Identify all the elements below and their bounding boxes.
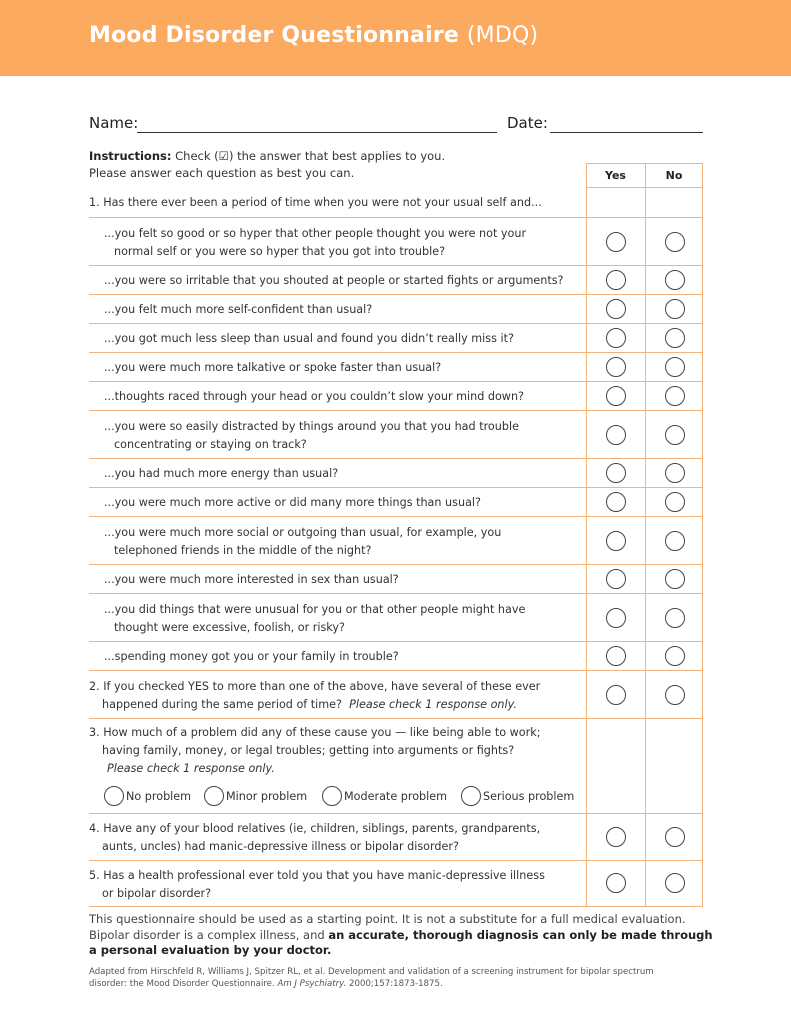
question-1h-row: [89, 459, 703, 488]
radio-icon[interactable]: [104, 786, 124, 806]
question-4-row: [89, 814, 703, 861]
yes-radio[interactable]: [606, 608, 626, 628]
question-1g-row: [89, 411, 703, 459]
question-text: ...you were much more social or outgoing than usual, for example, you: [104, 525, 502, 539]
question-1k-row: [89, 565, 703, 594]
no-radio[interactable]: [665, 492, 685, 512]
no-radio[interactable]: [665, 232, 685, 252]
question-text: ...you felt much more self-confident than usual?: [104, 303, 373, 316]
no-radio[interactable]: [665, 386, 685, 406]
no-radio[interactable]: [665, 463, 685, 483]
question-1f-row: [89, 382, 703, 411]
yes-radio[interactable]: [606, 232, 626, 252]
question-1a-row: [89, 218, 703, 266]
title-sub: (MDQ): [466, 23, 539, 48]
option-moderate-problem[interactable]: Moderate problem: [322, 786, 447, 806]
name-date-row: [89, 114, 703, 136]
yes-radio[interactable]: [606, 646, 626, 666]
yes-radio[interactable]: [606, 873, 626, 893]
question-1j-row: [89, 517, 703, 565]
citation-volume: 2000;157:1873-1875.: [346, 978, 443, 989]
name-field[interactable]: [137, 132, 497, 133]
question-4-text-line2: aunts, uncles) had manic-depressive illness or bipolar disorder?: [102, 840, 459, 853]
citation: [89, 967, 654, 990]
yes-column-header: Yes: [605, 169, 626, 182]
question-3-instruction: Please check 1 response only.: [107, 762, 275, 775]
no-radio[interactable]: [665, 873, 685, 893]
question-2-text: 2. If you checked YES to more than one of the above, have several of these ever: [89, 679, 541, 693]
yes-radio[interactable]: [606, 299, 626, 319]
question-1c-row: [89, 295, 703, 324]
yes-radio[interactable]: [606, 357, 626, 377]
no-radio[interactable]: [665, 827, 685, 847]
question-1m-row: [89, 642, 703, 671]
question-text: ...you were much more interested in sex than usual?: [104, 573, 399, 586]
no-radio[interactable]: [665, 685, 685, 705]
no-radio[interactable]: [665, 357, 685, 377]
question-text: concentrating or staying on track?: [114, 437, 307, 451]
question-1b-row: [89, 266, 703, 295]
instructions-line2: Please answer each question as best you can.: [89, 166, 355, 180]
radio-icon[interactable]: [204, 786, 224, 806]
yes-radio[interactable]: [606, 270, 626, 290]
radio-icon[interactable]: [322, 786, 342, 806]
no-radio[interactable]: [665, 569, 685, 589]
question-2-instruction: Please check 1 response only.: [349, 697, 517, 711]
question-5-text: 5. Has a health professional ever told you that you have manic-depressive illness: [89, 868, 545, 882]
instructions: [89, 148, 445, 182]
footer-note: [89, 912, 713, 959]
yes-radio[interactable]: [606, 531, 626, 551]
question-1l-row: [89, 594, 703, 642]
title-main: Mood Disorder Questionnaire: [89, 23, 460, 48]
question-3-options: [104, 786, 584, 806]
footer-line3-bold: a personal evaluation by your doctor.: [89, 943, 332, 957]
question-5-text-line2: or bipolar disorder?: [102, 886, 212, 900]
question-1i-row: [89, 488, 703, 517]
yes-radio[interactable]: [606, 386, 626, 406]
question-text: ...you were much more talkative or spoke faster than usual?: [104, 361, 442, 374]
citation-journal: Am J Psychiatry.: [277, 978, 347, 989]
yes-radio[interactable]: [606, 685, 626, 705]
date-label: Date:: [507, 114, 548, 132]
question-text: ...spending money got you or your family in trouble?: [104, 650, 399, 663]
question-1-row: [89, 187, 703, 218]
name-label: Name:: [89, 114, 139, 132]
question-1e-row: [89, 353, 703, 382]
footer-line1: This questionnaire should be used as a starting point. It is not a substitute for a full medical evaluation.: [89, 912, 686, 926]
header-banner: [0, 0, 791, 76]
no-radio[interactable]: [665, 270, 685, 290]
no-radio[interactable]: [665, 646, 685, 666]
question-text: ...you were so irritable that you shouted at people or started fights or arguments?: [104, 274, 564, 287]
yes-radio[interactable]: [606, 569, 626, 589]
question-3-text-line2: having family, money, or legal troubles; getting into arguments or fights?: [102, 744, 515, 757]
no-radio[interactable]: [665, 531, 685, 551]
yes-radio[interactable]: [606, 827, 626, 847]
question-2-row: [89, 671, 703, 719]
instructions-bold: Instructions:: [89, 149, 172, 163]
question-text: ...you felt so good or so hyper that other people thought you were not your: [104, 226, 527, 240]
question-text: normal self or you were so hyper that you got into trouble?: [114, 244, 446, 258]
yes-radio[interactable]: [606, 463, 626, 483]
question-3-text: 3. How much of a problem did any of these cause you — like being able to work;: [89, 726, 541, 739]
radio-icon[interactable]: [461, 786, 481, 806]
question-text: thought were excessive, foolish, or risky?: [114, 620, 345, 634]
no-radio[interactable]: [665, 299, 685, 319]
question-text: ...you got much less sleep than usual and found you didn’t really miss it?: [104, 332, 514, 345]
question-text: ...you had much more energy than usual?: [104, 467, 339, 480]
question-text: telephoned friends in the middle of the night?: [114, 543, 372, 557]
yes-radio[interactable]: [606, 492, 626, 512]
option-minor-problem[interactable]: Minor problem: [204, 786, 307, 806]
no-radio[interactable]: [665, 328, 685, 348]
footer-line2: Bipolar disorder is a complex illness, and: [89, 927, 329, 942]
question-text: ...you did things that were unusual for you or that other people might have: [104, 602, 526, 616]
citation-line2: disorder: the Mood Disorder Questionnaire.: [89, 978, 278, 989]
question-5-row: [89, 861, 703, 907]
question-1-text: 1. Has there ever been a period of time when you were not your usual self and...: [89, 196, 542, 209]
option-no-problem[interactable]: No problem: [104, 786, 191, 806]
question-4-text: 4. Have any of your blood relatives (ie, children, siblings, parents, grandparents,: [89, 822, 541, 835]
date-field[interactable]: [550, 132, 703, 133]
yes-radio[interactable]: [606, 328, 626, 348]
question-2-text-line2: happened during the same period of time?: [102, 697, 342, 711]
no-column-header: No: [665, 169, 683, 182]
footer-line2-bold: an accurate, thorough diagnosis can only be made through: [328, 927, 713, 942]
citation-line1: Adapted from Hirschfeld R, Williams J, Spitzer RL, et al. Development and validation of a screening instrument for bipolar spectrum: [89, 967, 654, 977]
option-serious-problem[interactable]: Serious problem: [461, 786, 574, 806]
no-radio[interactable]: [665, 608, 685, 628]
no-radio[interactable]: [665, 425, 685, 445]
question-1d-row: [89, 324, 703, 353]
instructions-line1: Check (☑) the answer that best applies to you.: [171, 149, 446, 163]
question-text: ...you were so easily distracted by things around you that you had trouble: [104, 419, 519, 433]
question-text: ...you were much more active or did many more things than usual?: [104, 496, 481, 509]
question-text: ...thoughts raced through your head or you couldn’t slow your mind down?: [104, 390, 524, 403]
yes-radio[interactable]: [606, 425, 626, 445]
page-title: [89, 23, 538, 48]
